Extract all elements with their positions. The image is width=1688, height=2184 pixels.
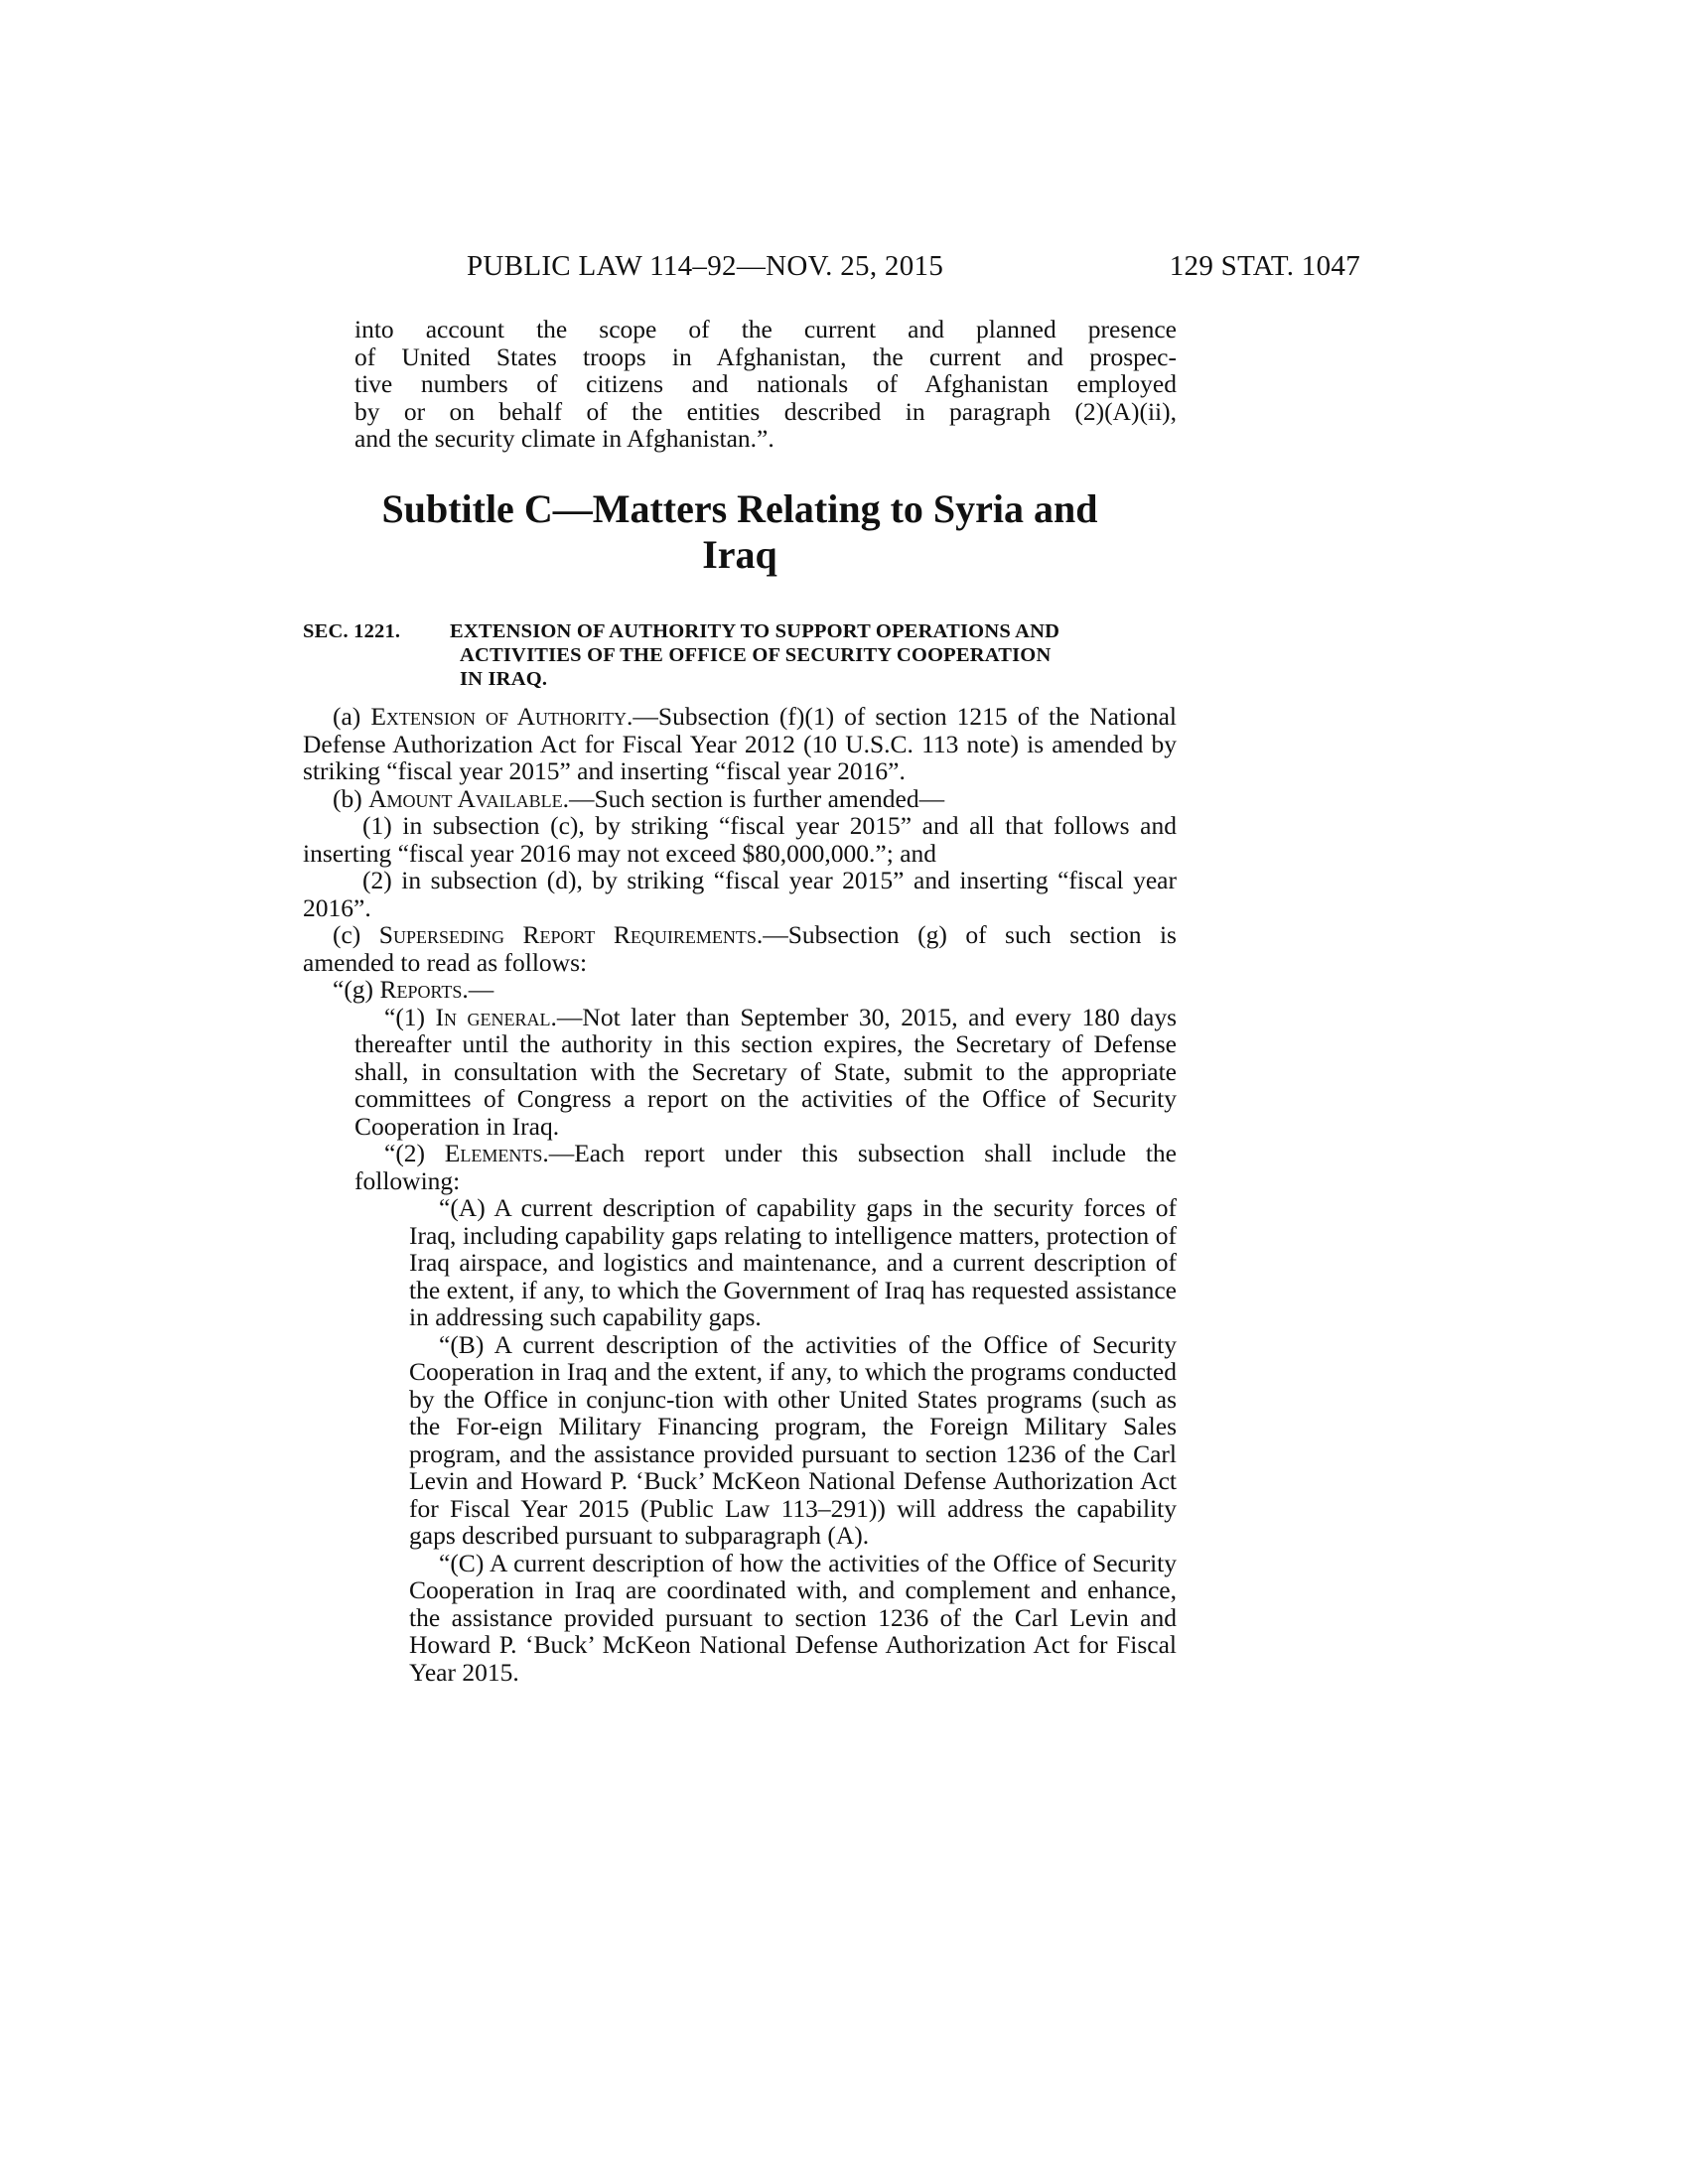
section-heading — [303, 619, 1177, 691]
reports-label: “(g) — [333, 975, 380, 1004]
paragraph-c-text: .—Subsection (g) of such section is amended to read as follows: — [303, 920, 1177, 977]
reports-subsection — [303, 976, 1177, 1004]
reports-caption: Reports — [379, 975, 463, 1004]
section-title-line-1: EXTENSION OF AUTHORITY TO SUPPORT OPERATIONS AND — [450, 620, 1060, 642]
section-body — [303, 703, 1177, 1686]
section-title-line-2: ACTIVITIES OF THE OFFICE OF SECURITY COOPERATION — [460, 644, 1052, 666]
paragraph-b-item-1: (1) in subsection (c), by striking “fiscal year 2015” and all that follows and inserting “fiscal year 2016 may not exceed $80,000,000.”; and — [303, 811, 1177, 868]
section-title-line-3: IN IRAQ. — [460, 668, 548, 690]
general-text: .—Not later than September 30, 2015, and every 180 days thereafter until the authority in this section expires, the Secretary of Defense shall, in consultation with the Secretary of State, submit to the appropriate committees of Congress a report on the activities of the Office of Security Cooperation in Iraq. — [354, 1002, 1178, 1141]
paragraph-b-text: .—Such section is further amended— — [562, 783, 945, 813]
subparagraph-a: “(A) A current description of capability gaps in the security forces of Iraq, including capability gaps relating to intelligence matters, protection of Iraq airspace, and logistics and maintenance, and a current description of the extent, if any, to which the Government of Iraq has requested assistance in addressing such capability gaps. — [409, 1193, 1177, 1331]
general-caption: In general — [435, 1002, 551, 1031]
intro-line: and the security climate in Afghanistan.”. — [354, 424, 774, 453]
running-title: PUBLIC LAW 114–92—NOV. 25, 2015 — [467, 250, 944, 282]
reports-block — [303, 1004, 1177, 1687]
intro-line: into account the scope of the current and planned presence — [354, 315, 1177, 343]
reports-text: .— — [462, 975, 494, 1004]
paragraph-a-label: (a) — [333, 702, 371, 731]
subparagraph-b: “(B) A current description of the activities of the Office of Security Cooperation in Iraq and the extent, if any, to which the programs conducted by the Office in conjunc-tion with other United States programs (such as the For-eign Military Financing program, the Foreign Military Sales program, and the assistance provided pursuant to section 1236 of the Carl Levin and Howard P. ‘Buck’ McKeon National Defense Authorization Act for Fiscal Year 2015 (Public Law 113–291)) will address the capability gaps described pursuant to subparagraph (A). — [409, 1329, 1177, 1550]
paragraph-b-item-2: (2) in subsection (d), by striking “fiscal year 2015” and inserting “fiscal year 2016”. — [303, 866, 1177, 922]
page-header — [467, 250, 1360, 290]
elements-text: .—Each report under this subsection shall include the following: — [354, 1139, 1177, 1195]
subtitle-line-2: Iraq — [702, 532, 777, 577]
general-paragraph — [354, 1004, 1177, 1141]
paragraph-a-caption: Extension of Authority — [370, 702, 628, 731]
intro-paragraph — [303, 316, 1177, 453]
subtitle-heading — [303, 486, 1177, 578]
subparagraph-c: “(C) A current description of how the activities of the Office of Security Cooperation in Iraq are coordinated with, and complement and enhance, the assistance provided pursuant to section 1236 of the Carl Levin and Howard P. ‘Buck’ McKeon National Defense Authorization Act for Fiscal Year 2015. — [409, 1548, 1177, 1687]
elements-caption: Elements — [444, 1139, 543, 1167]
general-label: “(1) — [384, 1002, 436, 1031]
elements-label: “(2) — [384, 1139, 445, 1167]
paragraph-b — [303, 785, 1177, 813]
paragraph-c-caption: Superseding Report Requirements — [378, 920, 757, 949]
intro-line: tive numbers of citizens and nationals of Afghanistan employed — [354, 369, 1177, 398]
elements-paragraph — [354, 1140, 1177, 1194]
subtitle-line-1: Subtitle C—Matters Relating to Syria and — [381, 486, 1098, 531]
paragraph-a — [303, 703, 1177, 785]
section-number: SEC. 1221. — [303, 620, 401, 642]
intro-line: by or on behalf of the entities described in paragraph (2)(A)(ii), — [354, 396, 1177, 426]
paragraph-b-label: (b) — [333, 783, 369, 813]
intro-line: of United States troops in Afghanistan, the current and prospec- — [354, 341, 1177, 371]
paragraph-c — [303, 921, 1177, 976]
paragraph-a-text: .—Subsection (f)(1) of section 1215 of the National Defense Authorization Act for Fiscal Year 2012 (10 U.S.C. 113 note) is amended by striking “fiscal year 2015” and inserting “fiscal year 2016”. — [303, 702, 1178, 785]
subparagraph-block — [354, 1194, 1177, 1686]
statute-citation: 129 STAT. 1047 — [1169, 250, 1360, 282]
paragraph-c-label: (c) — [333, 920, 379, 949]
paragraph-b-caption: Amount Available — [368, 783, 563, 813]
